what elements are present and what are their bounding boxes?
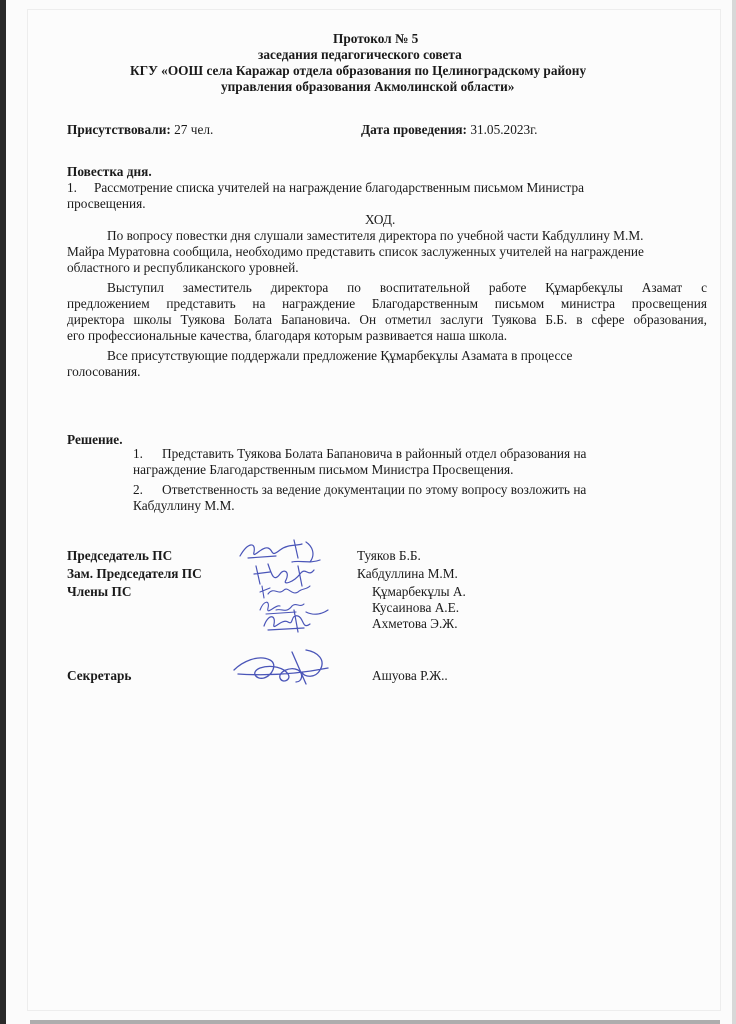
secretary-label: Секретарь xyxy=(67,668,132,683)
decision-item-text-cont: Кабдуллину М.М. xyxy=(133,498,235,513)
date-label: Дата проведения: xyxy=(361,122,467,137)
proceedings-heading: ХОД. xyxy=(365,212,396,227)
proceedings-paragraph-line: директора школы Туякова Болата Бапановича. Он отметил заслуги Туякова Б.Б. в сфере образования, xyxy=(67,312,707,327)
member-name: Кусаинова А.Е. xyxy=(372,600,460,615)
agenda-item-text-cont: просвещения. xyxy=(67,196,146,211)
chair-name: Туяков Б.Б. xyxy=(357,548,421,563)
agenda-heading: Повестка дня. xyxy=(67,164,152,179)
member-name: Ахметова Э.Ж. xyxy=(372,616,458,631)
member-name: Құмарбекұлы А. xyxy=(372,584,466,599)
date-value: 31.05.2023г. xyxy=(470,122,538,137)
decision-item-text-cont: награждение Благодарственным письмом Министра Просвещения. xyxy=(133,462,514,477)
deputy-label: Зам. Председателя ПС xyxy=(67,566,202,581)
proceedings-paragraph-line: голосования. xyxy=(67,364,141,379)
attended-label: Присутствовали: xyxy=(67,122,171,137)
organization-name: КГУ «ООШ села Каражар отдела образования по Целиноградскому району xyxy=(130,63,587,78)
decision-item-text: Ответственность за ведение документации по этому вопросу возложить на xyxy=(162,482,587,497)
organization-dept: управления образования Акмолинской области» xyxy=(221,79,515,94)
protocol-subtitle: заседания педагогического совета xyxy=(258,47,462,62)
secretary-name: Ашуова Р.Ж.. xyxy=(372,668,448,683)
attended-row xyxy=(67,122,213,138)
proceedings-paragraph-line: его профессиональные качества, благодаря которым развивается наша школа. xyxy=(67,328,508,343)
proceedings-paragraph-line: Выступил заместитель директора по воспитательной работе Құмарбекұлы Азамат с xyxy=(107,280,707,295)
secretary-signature xyxy=(228,644,334,690)
attended-value: 27 чел. xyxy=(174,122,214,137)
proceedings-paragraph-line: По вопросу повестки дня слушали заместителя директора по учебной части Кабдуллину М.М. xyxy=(107,228,644,243)
agenda-item-number: 1. xyxy=(67,180,77,195)
proceedings-paragraph-line: предложением представить на награждение Благодарственным письмом министра просвещения xyxy=(67,296,707,311)
member3-signature xyxy=(260,606,332,636)
decision-heading: Решение. xyxy=(67,432,123,447)
decision-item-text: Представить Туякова Болата Бапановича в районный отдел образования на xyxy=(162,446,587,461)
decision-item-number: 1. xyxy=(133,446,143,461)
members-label: Члены ПС xyxy=(67,584,132,599)
agenda-item-text: Рассмотрение списка учителей на награждение благодарственным письмом Министра xyxy=(94,180,585,195)
protocol-title: Протокол № 5 xyxy=(333,31,419,46)
deputy-name: Кабдуллина М.М. xyxy=(357,566,458,581)
chair-label: Председатель ПС xyxy=(67,548,173,563)
proceedings-paragraph-line: Майра Муратовна сообщила, необходимо представить список заслуженных учителей на награждение xyxy=(67,244,644,259)
proceedings-paragraph-line: областного и республиканского уровней. xyxy=(67,260,299,275)
date-row xyxy=(361,122,537,138)
proceedings-paragraph-line: Все присутствующие поддержали предложение Құмарбекұлы Азамата в процессе xyxy=(107,348,573,363)
decision-item-number: 2. xyxy=(133,482,143,497)
